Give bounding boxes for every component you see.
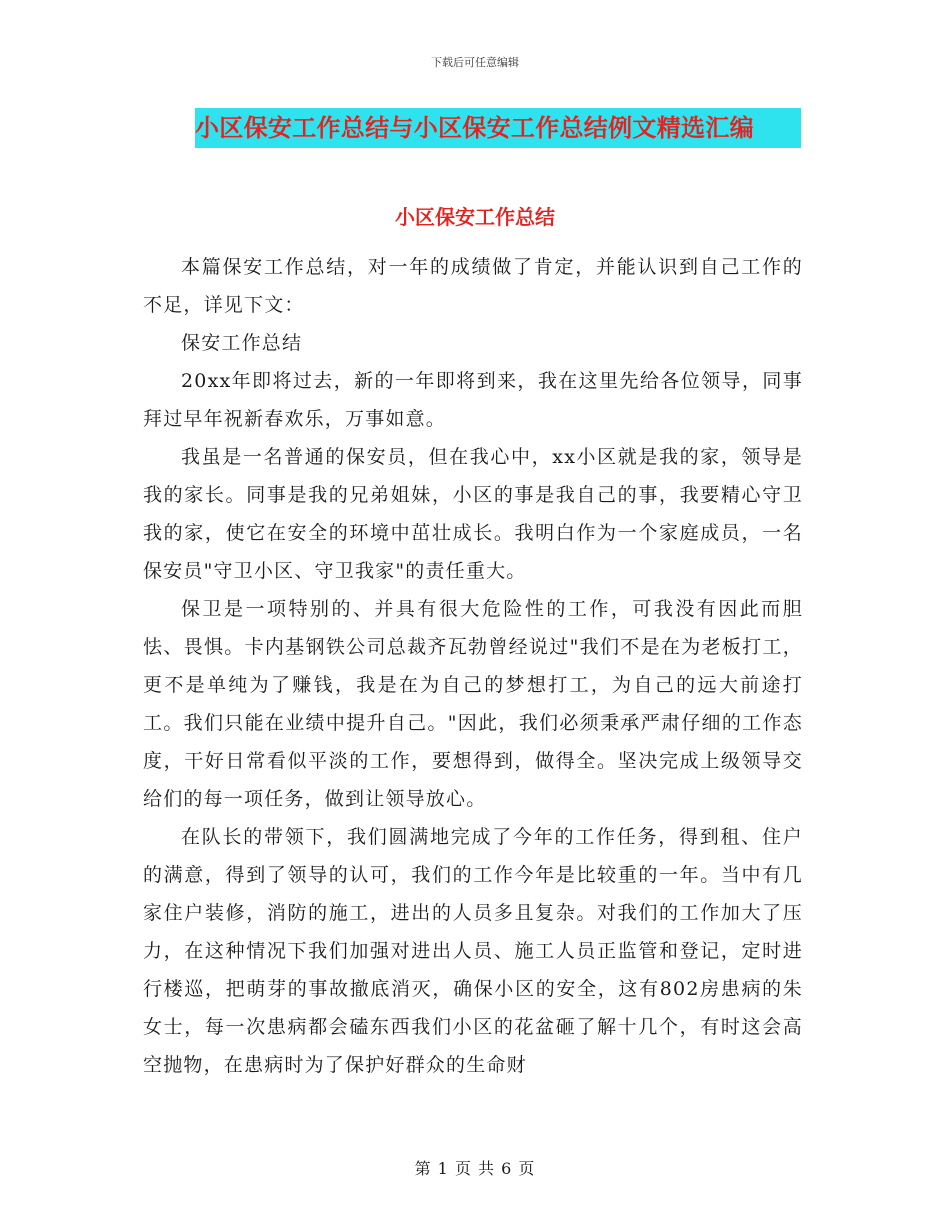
main-title-highlight xyxy=(195,108,801,148)
document-body xyxy=(143,248,803,1084)
page-number: 第 1 页 共 6 页 xyxy=(414,1159,536,1178)
main-title: 小区保安工作总结与小区保安工作总结例文精选汇编 xyxy=(195,114,754,142)
paragraph-greeting: 20xx年即将过去，新的一年即将到来，我在这里先给各位领导，同事拜过早年祝新春欢乐，万事如意。 xyxy=(143,370,803,430)
paragraph-home: 我虽是一名普通的保安员，但在我心中，xx小区就是我的家，领导是我的家长。同事是我的兄弟姐妹，小区的事是我自己的事，我要精心守卫我的家，使它在安全的环境中茁壮成长。我明白作为一个家庭成员，一名保安员"守卫小区、守卫我家"的责任重大。 xyxy=(143,446,803,582)
paragraph-work: 在队长的带领下，我们圆满地完成了今年的工作任务，得到租、住户的满意，得到了领导的认可，我们的工作今年是比较重的一年。当中有几家住户装修，消防的施工，进出的人员多且复杂。对我们的工作加大了压力，在这种情况下我们加强对进出人员、施工人员正监管和登记，定时进行楼巡，把萌芽的事故撤底消灭，确保小区的安全，这有802房患病的朱女士，每一次患病都会磕东西我们小区的花盆砸了解十几个，有时这会高空抛物，在患病时为了保护好群众的生命财 xyxy=(143,826,803,1076)
paragraph-intro: 本篇保安工作总结，对一年的成绩做了肯定，并能认识到自己工作的不足，详见下文： xyxy=(143,256,803,316)
paragraph-duty: 保卫是一项特别的、并具有很大危险性的工作，可我没有因此而胆怯、畏惧。卡内基钢铁公司总裁齐瓦勃曾经说过"我们不是在为老板打工，更不是单纯为了赚钱，我是在为自己的梦想打工，为自己的远大前途打工。我们只能在业绩中提升自己。"因此，我们必须秉承严肃仔细的工作态度，干好日常看似平淡的工作，要想得到，做得全。坚决完成上级领导交给们的每一项任务，做到让领导放心。 xyxy=(143,598,803,810)
paragraph-heading: 保安工作总结 xyxy=(181,332,303,354)
header-note: 下载后可任意编辑 xyxy=(431,56,519,69)
section-title: 小区保安工作总结 xyxy=(395,205,555,229)
